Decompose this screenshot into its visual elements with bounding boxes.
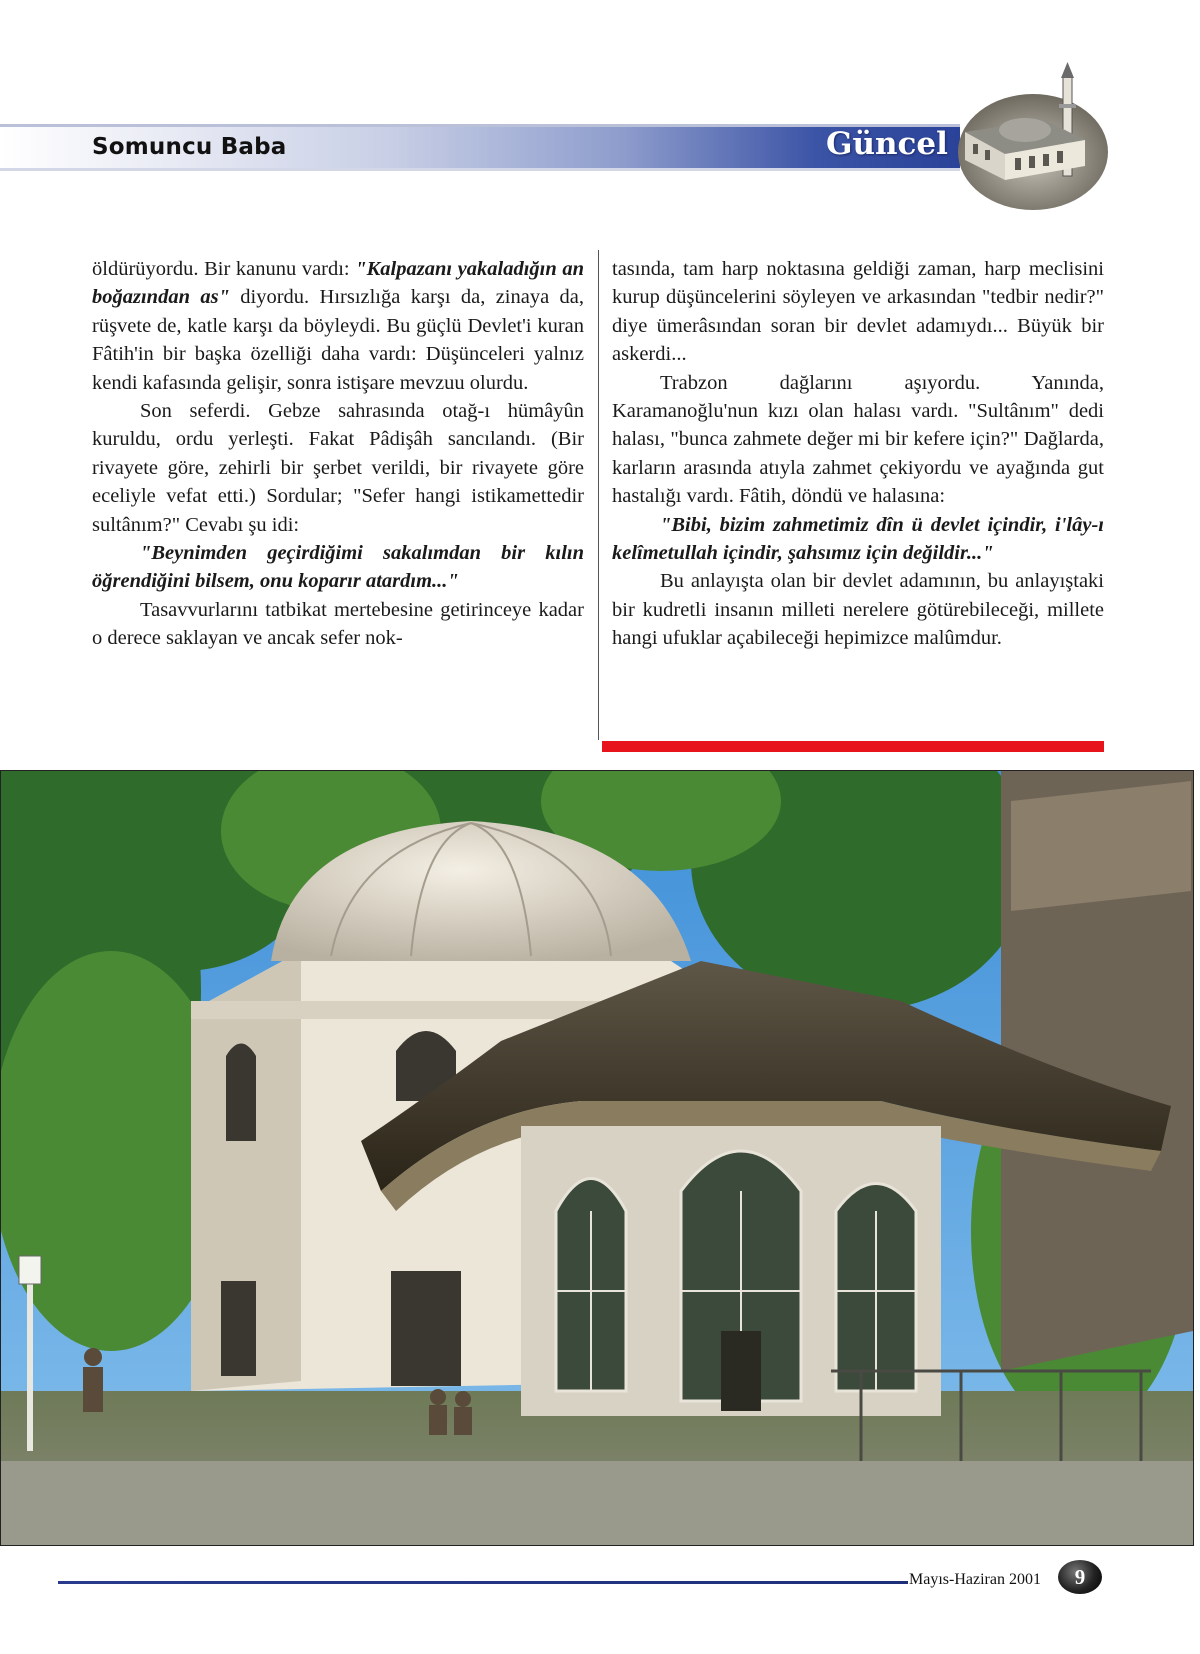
tomb-photograph <box>0 770 1194 1546</box>
paragraph: Bu anlayışta olan bir devlet adamının, bu anlayıştaki bir kudretli insanın milleti nerelere götürebileceği, millete hangi ufuklar açabileceği hepimizce malûmdur. <box>612 570 1104 650</box>
mosque-minaret-icon <box>945 62 1115 212</box>
header-underline <box>0 168 960 171</box>
inline-quote: "Kalpazanı yakaladığın an boğazından as" <box>92 258 584 309</box>
page-number: 9 <box>1058 1560 1102 1594</box>
paragraph: Tasavvurlarını tatbikat mertebesine getirinceye kadar o derece saklayan ve ancak sefer nok- <box>92 598 584 650</box>
footer-rule <box>58 1581 908 1584</box>
paragraph: Trabzon dağlarını aşıyordu. Yanında, Karamanoğlu'nun kızı olan halası vardı. "Sultânım" dedi halası, "bunca zahmete değer mi bir kefere için?" Dağlarda, karların arasında atıyla zahmet çekiyordu ve ayağında gut hastalığı vardı. Fâtih, döndü ve halasına: <box>612 371 1104 508</box>
domed-tomb-with-canopy-porch-icon <box>1 771 1193 1545</box>
page-header <box>0 0 1200 230</box>
block-quote: "Bibi, bizim zahmetimiz dîn ü devlet içindir, i'lây-ı kelîmetullah içindir, şahsımız için değildir..." <box>612 513 1104 565</box>
article-column-right <box>612 255 1104 653</box>
column-divider <box>598 250 599 740</box>
paragraph: tasında, tam harp noktasına geldiği zaman, harp meclisini kurup düşüncelerini söyleyen ve arkasından "tedbir nedir?" diye ümerâsından soran bir devlet adamıydı... Büyük bir askerdi... <box>612 258 1104 366</box>
block-quote: "Beynimden geçirdiğimi sakalımdan bir kılın öğrendiğini bilsem, onu koparır atardım..." <box>92 542 584 593</box>
article-column-left <box>92 255 584 653</box>
paragraph: Son seferdi. Gebze sahrasında otağ-ı hümâyûn kuruldu, ordu yerleşti. Fakat Pâdişâh sancılandı. (Bir rivayete göre, zehirli bir şerbet verildi, bir rivayete göre eceliyle vefat etti.) Sordular; "Sefer hangi istikamettedir sultânım?" Cevabı şu idi: <box>92 400 584 536</box>
magazine-name: Somuncu Baba <box>92 134 287 160</box>
paragraph: öldürüyordu. Bir kanunu vardı: "Kalpazanı yakaladığın an boğazından as" diyordu. Hırsızlığa karşı da, zinaya da, rüşvete de, katle karşı da böyleydi. Bu güçlü Devlet'i kuran Fâtih'in bir başka özelliği daha vardı: Düşünceleri yalnız kendi kafasında gelişir, sonra istişare mevzuu olurdu. <box>92 258 584 394</box>
section-title: Güncel <box>826 126 948 162</box>
red-accent-rule <box>602 741 1104 752</box>
issue-date: Mayıs-Haziran 2001 <box>909 1571 1041 1588</box>
